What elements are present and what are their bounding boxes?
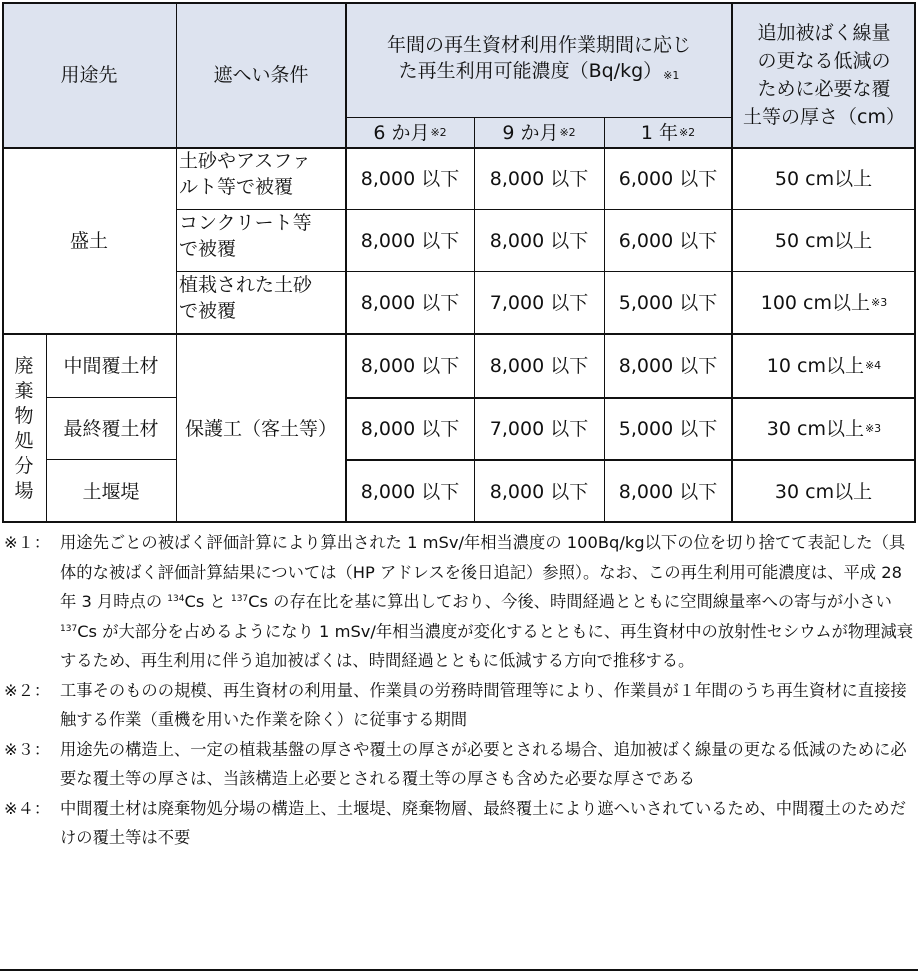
waste-row-3-name: 土堰堤 bbox=[82, 480, 140, 503]
grid-line bbox=[2, 2, 916, 4]
header-concentration-line1: 年間の再生資材利用作業期間に応じ bbox=[386, 33, 691, 56]
grid-line bbox=[346, 459, 916, 461]
footnote-4: ※４： 中間覆土材は廃棄物処分場の構造上、土堰堤、廃棄物層、最終覆土により遮へいされているため、中間覆土のためだけの覆土等は不要 bbox=[4, 798, 906, 847]
embankment-row-1-1y: 6,000 以下 bbox=[618, 168, 718, 190]
embankment-row-2-1y: 6,000 以下 bbox=[618, 230, 718, 252]
waste-label: 廃 棄 物 処 分 場 bbox=[14, 354, 34, 502]
grid-line bbox=[46, 459, 176, 460]
embankment-row-3-1y: 5,000 以下 bbox=[618, 292, 718, 314]
header-period-1y: 1 年 ※2 bbox=[604, 118, 732, 148]
waste-row-1-9m: 8,000 以下 bbox=[489, 355, 589, 377]
concentration-table bbox=[2, 2, 916, 523]
waste-row-3-thickness: 30 cm以上 bbox=[774, 480, 873, 503]
grid-line bbox=[2, 147, 916, 149]
waste-row-2-9m: 7,000 以下 bbox=[489, 418, 589, 440]
bottom-rule bbox=[0, 969, 918, 971]
waste-row-1-name: 中間覆土材 bbox=[63, 355, 159, 377]
grid-line bbox=[604, 118, 605, 523]
waste-row-3-9m: 8,000 以下 bbox=[489, 480, 589, 503]
header-concentration bbox=[346, 2, 732, 118]
embankment-row-1-6m: 8,000 以下 bbox=[360, 168, 460, 190]
waste-row-3-1y: 8,000 以下 bbox=[618, 480, 718, 503]
waste-row-1-6m: 8,000 以下 bbox=[360, 355, 460, 377]
grid-line bbox=[46, 334, 47, 523]
header-period-9m: 9 か月 ※2 bbox=[474, 118, 604, 148]
embankment-row-3-condition: 植栽された土砂 で被覆 bbox=[179, 274, 313, 322]
grid-line bbox=[176, 2, 177, 523]
waste-row-1-thickness: 10 cm以上 ※4 bbox=[766, 355, 882, 377]
header-usage: 用途先 bbox=[2, 2, 176, 148]
waste-row-1-1y: 8,000 以下 bbox=[618, 355, 718, 377]
footnote-1: ※１： 用途先ごとの被ばく評価計算により算出された 1 mSv/年相当濃度の 100Bq/kg以下の位を切り捨てて表記した（具体的な被ばく評価計算結果については（HP アドレスを後日追記）参照）。なお、この再生利用可能濃度は、平成 28 年 3 月時点の $^{134}$Cs と $^{137}$Cs の存在比を基に算出しており、今後、時間経過とともに空間線量率への寄与が小さい $^{137}$Cs が大部分を占めるようになり 1 mSv/年相当濃度が変化するとともに、再生資材中の放射性セシウムが物理減衰するため、再生利用に伴う追加被ばくは、時間経過とともに低減する方向で推移する。 bbox=[4, 533, 914, 670]
embankment-row-1-9m: 8,000 以下 bbox=[489, 168, 589, 190]
waste-row-2-1y: 5,000 以下 bbox=[618, 418, 718, 440]
header-thickness-line3: ために必要な覆 bbox=[757, 78, 891, 100]
grid-line bbox=[346, 397, 916, 399]
grid-line bbox=[345, 2, 347, 523]
header-condition: 遮へい条件 bbox=[176, 2, 346, 148]
grid-line bbox=[914, 2, 916, 523]
header-period-6m: 6 か月 ※2 bbox=[346, 118, 474, 148]
embankment-row-2-6m: 8,000 以下 bbox=[360, 230, 460, 252]
grid-line bbox=[731, 2, 733, 523]
embankment-row-2-condition: コンクリート等 で被覆 bbox=[179, 212, 312, 260]
grid-line bbox=[176, 209, 916, 210]
header-thickness-line2: の更なる低減の bbox=[757, 50, 891, 72]
grid-line bbox=[2, 2, 4, 523]
grid-line bbox=[2, 521, 916, 523]
grid-line bbox=[176, 271, 916, 272]
embankment-row-3-9m: 7,000 以下 bbox=[489, 292, 589, 314]
grid-line bbox=[2, 333, 916, 335]
footnotes bbox=[4, 528, 916, 853]
embankment-row-2-thickness: 50 cm以上 bbox=[774, 230, 873, 252]
embankment-row-3-6m: 8,000 以下 bbox=[360, 292, 460, 314]
embankment-row-1-thickness: 50 cm以上 bbox=[774, 168, 873, 190]
waste-row-2-thickness: 30 cm以上 ※3 bbox=[766, 418, 882, 440]
waste-condition: 保護工（客土等） bbox=[184, 417, 337, 440]
embankment-row-3-thickness: 100 cm以上 ※3 bbox=[760, 292, 888, 314]
header-thickness-line1: 追加被ばく線量 bbox=[757, 22, 891, 44]
embankment-row-2-9m: 8,000 以下 bbox=[489, 230, 589, 252]
waste-row-2-6m: 8,000 以下 bbox=[360, 418, 460, 440]
waste-row-2-name: 最終覆土材 bbox=[63, 418, 159, 440]
header-concentration-line2: た再生利用可能濃度（Bq/kg）※1 bbox=[398, 59, 680, 82]
embankment-row-1-condition: 土砂やアスファ ルト等で被覆 bbox=[179, 150, 311, 198]
footnote-2: ※２： 工事そのものの規模、再生資材の利用量、作業員の労務時間管理等により、作業員が１年間のうち再生資材に直接接触する作業（重機を用いた作業を除く）に従事する期間 bbox=[4, 680, 907, 729]
embankment-label: 盛土 bbox=[69, 230, 108, 252]
grid-line bbox=[346, 117, 732, 118]
header-thickness-line4: 土等の厚さ（cm） bbox=[743, 106, 905, 128]
grid-line bbox=[46, 397, 176, 398]
footnote-3: ※３： 用途先の構造上、一定の植栽基盤の厚さや覆土の厚さが必要とされる場合、追加被ばく線量の更なる低減のために必要な覆土等の厚さは、当該構造上必要とされる覆土等の厚さも含めた必要な厚さである bbox=[4, 739, 907, 788]
waste-row-3-6m: 8,000 以下 bbox=[360, 480, 460, 503]
header-thickness bbox=[732, 2, 916, 148]
grid-line bbox=[474, 118, 475, 523]
